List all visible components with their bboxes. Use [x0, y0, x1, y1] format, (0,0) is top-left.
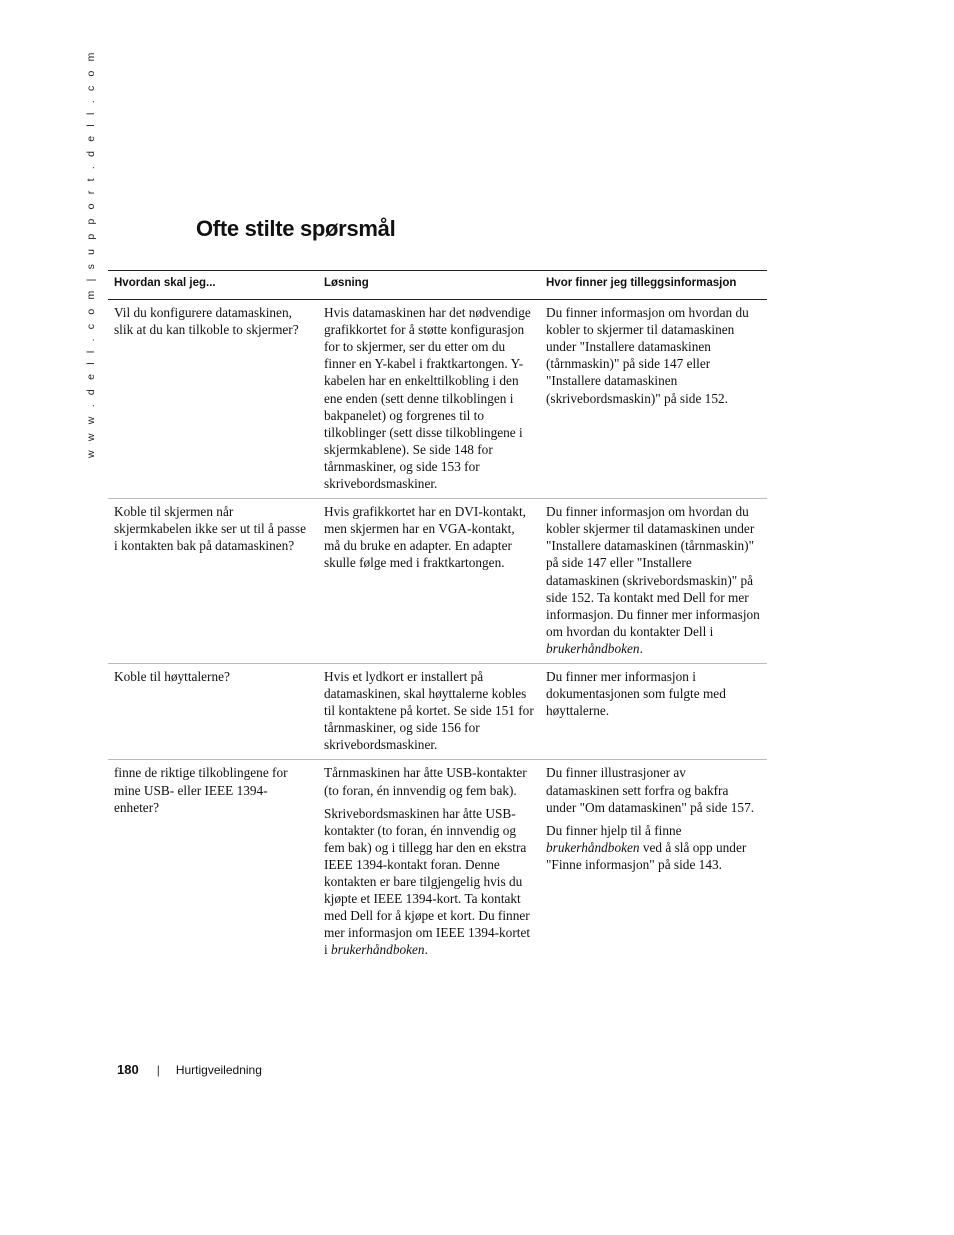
- solution-cell: [318, 760, 540, 965]
- solution-text-end: .: [424, 942, 428, 958]
- info-text: Du finner informasjon om hvordan du kobler skjermer til datamaskinen under "Installere datamaskinen (tårnmaskin)" på side 147 eller "Installere datamaskinen (skrivebordsmaskin)" på side 152. Ta kontakt med Dell for mer informasjon. Du finner mer informasjon om hvordan du kontakter Dell i: [546, 504, 760, 639]
- side-url: w w w . d e l l . c o m | s u p p o r t . d e l l . c o m: [85, 49, 97, 458]
- info-text-end: .: [639, 640, 643, 656]
- solution-paragraph: [324, 805, 534, 959]
- solution-cell: Hvis et lydkort er installert på datamaskinen, skal høyttalerne kobles til kontaktene på kortet. Se side 151 for tårnmaskiner, og side 156 for skrivebordsmaskiner.: [324, 668, 534, 753]
- faq-table-header: [108, 271, 767, 300]
- solution-paragraph: Tårnmaskinen har åtte USB-kontakter (to foran, én innvendig og fem bak).: [324, 765, 527, 798]
- header-question: Hvordan skal jeg...: [108, 271, 318, 300]
- info-cell: [540, 760, 767, 965]
- question-cell: finne de riktige tilkoblingene for mine USB- eller IEEE 1394-enheter?: [114, 765, 288, 815]
- info-cell: Du finner informasjon om hvordan du kobler to skjermer til datamaskinen under "Installere datamaskinen (tårnmaskin)" på side 147 eller "Installere datamaskinen (skrivebordsmaskin)" på side 152.: [546, 305, 749, 406]
- question-cell: Vil du konfigurere datamaskinen, slik at du kan tilkoble to skjermer?: [114, 305, 299, 338]
- footer-separator: |: [156, 1063, 160, 1077]
- table-row: [108, 760, 767, 965]
- table-row: [108, 663, 767, 759]
- header-info: Hvor finner jeg tilleggsinformasjon: [540, 271, 767, 300]
- page-number: 180: [117, 1062, 139, 1077]
- solution-cell: Hvis datamaskinen har det nødvendige grafikkortet for å støtte konfigurasjon for to skjermer, ser du etter om du finner en Y-kabel i fraktkartongen. Y-kabelen har en enkelttilkobling i den ene enden (sett denne tilkoblingen i bakpanelet) og forgrenes til to tilkoblinger (sett disse tilkoblingene i skjermkablene). Se side 148 for tårnmaskiner, og side 153 for skrivebordsmaskiner.: [324, 305, 531, 492]
- info-paragraph: [546, 822, 761, 873]
- info-text-end: ved å slå opp under "Finne informasjon" på side 143.: [546, 839, 747, 872]
- page-title: Ofte stilte spørsmål: [196, 216, 396, 241]
- faq-table: [108, 270, 767, 964]
- section-name: Hurtigveiledning: [175, 1063, 262, 1077]
- table-row: [108, 300, 767, 499]
- question-cell: Koble til høyttalerne?: [114, 668, 230, 684]
- page-footer: [117, 1062, 262, 1077]
- info-cell: [540, 499, 767, 664]
- manual-reference: brukerhåndboken: [546, 640, 640, 656]
- info-cell: Du finner mer informasjon i dokumentasjonen som fulgte med høyttalerne.: [546, 668, 726, 719]
- solution-text: Skrivebordsmaskinen har åtte USB-kontakter (to foran, én innvendig og fem bak) og i tillegg har den en ekstra IEEE 1394-kontakt foran. Denne kontakten er bare tilgjengelig hvis du kjøpte et IEEE 1394-kort. Ta kontakt med Dell for å kjøpe et kort. Du finner mer informasjon om IEEE 1394-kortet i: [324, 805, 531, 958]
- header-solution: Løsning: [318, 271, 540, 300]
- solution-cell: Hvis grafikkortet har en DVI-kontakt, men skjermen har en VGA-kontakt, må du bruke en adapter. En adapter skulle følge med i fraktkartongen.: [324, 504, 526, 571]
- info-text: Du finner hjelp til å finne: [546, 822, 682, 838]
- manual-reference: brukerhåndboken: [546, 839, 640, 855]
- table-row: [108, 499, 767, 664]
- question-cell: Koble til skjermen når skjermkabelen ikke ser ut til å passe i kontakten bak på datamaskinen?: [114, 504, 307, 554]
- info-paragraph: Du finner illustrasjoner av datamaskinen sett forfra og bakfra under "Om datamaskinen" på side 157.: [546, 765, 755, 815]
- manual-reference: brukerhåndboken: [331, 942, 425, 958]
